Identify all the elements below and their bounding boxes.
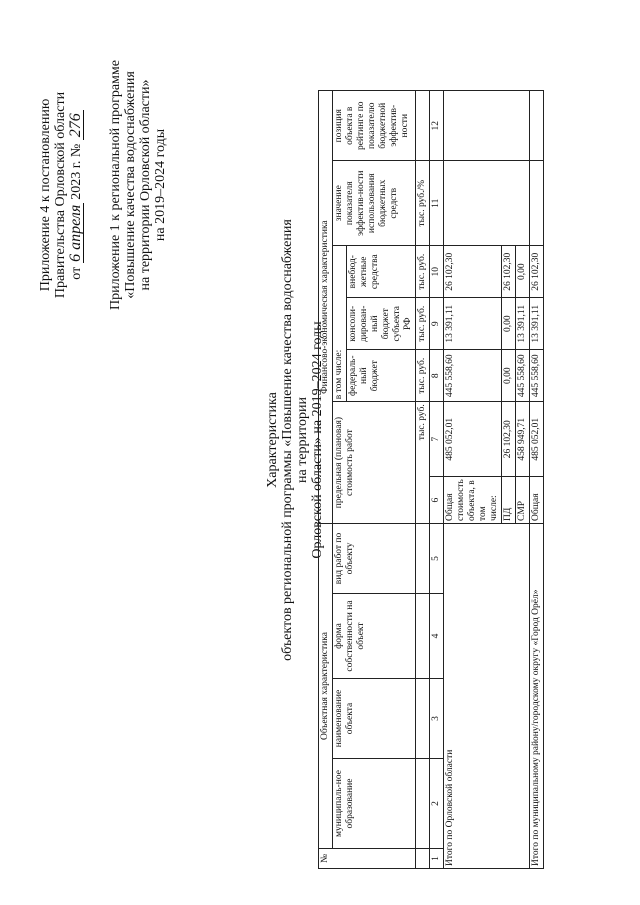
unit-consolidated: тыс. руб. — [416, 298, 430, 350]
objects-table — [318, 90, 544, 869]
header-line-1: Приложение 4 к постановлению — [38, 98, 53, 292]
unit-value: тыс. руб./% — [416, 161, 430, 246]
col-header-extrabudget: внебюд-жетные средства — [347, 246, 416, 298]
row-consolidated: 13 391,11 — [530, 298, 544, 350]
program-line-1: Приложение 1 к региональной программе — [108, 60, 123, 310]
row-federal: 445 558,60 — [444, 350, 502, 402]
row-federal: 0,00 — [502, 350, 516, 402]
col-num: 1 — [430, 849, 444, 869]
col-num: 3 — [430, 679, 444, 759]
row-consolidated: 0,00 — [502, 298, 516, 350]
table-row — [530, 91, 544, 869]
row-cost: 26 102,30 — [502, 402, 516, 477]
row-label: Общая стоимость объекта, в том числе: — [444, 477, 502, 524]
row-cost: 485 052,01 — [530, 402, 544, 477]
header-line-3 — [68, 45, 84, 345]
col-num: 7 — [430, 402, 444, 477]
col-header-rating-position: позиция объекта в рейтинге по показателю бюджетной эффектив-ности — [333, 91, 416, 161]
col-num: 5 — [430, 524, 444, 594]
unit-federal: тыс. руб. — [416, 350, 430, 402]
col-num: 9 — [430, 298, 444, 350]
row-extrabudget: 0,00 — [516, 246, 530, 298]
col-num: 4 — [430, 594, 444, 679]
col-header-object-name: наименование объекта — [333, 679, 416, 759]
col-header-including: в том числе: — [333, 246, 347, 402]
col-header-object-group: Объектная характеристика — [319, 524, 333, 849]
appendix-header — [38, 45, 84, 345]
program-line-3: на территории Орловской области» — [138, 79, 153, 291]
row-label: Общая — [530, 477, 544, 524]
program-appendix-header — [108, 25, 168, 345]
header-date-prefix: от — [69, 266, 84, 280]
col-header-federal: федераль-ный бюджет — [347, 350, 416, 402]
row-extrabudget: 26 102,30 — [444, 246, 502, 298]
row-label: ПД — [502, 477, 516, 524]
col-header-municipality: муниципаль-ное образование — [333, 759, 416, 849]
program-line-4: на 2019–2024 годы — [153, 128, 168, 242]
row-cost: 485 052,01 — [444, 402, 502, 477]
col-num: 8 — [430, 350, 444, 402]
unit-extrabudget: тыс. руб. — [416, 246, 430, 298]
row-label: СМР — [516, 477, 530, 524]
handwritten-date: 6 апреля — [67, 204, 84, 262]
total-city-label: Итого по муниципальному району/городскому округу «Город Орёл» — [530, 524, 544, 869]
row-federal: 445 558,60 — [516, 350, 530, 402]
row-cost: 458 949,71 — [516, 402, 530, 477]
header-date-middle: 2023 г. № — [69, 143, 84, 200]
col-num: 2 — [430, 759, 444, 849]
column-numbers-row — [430, 91, 444, 869]
title-line-3: Орловской области» на 2019–2024 годы — [310, 321, 325, 559]
header-line-2: Правительства Орловской области — [53, 91, 68, 299]
col-header-finance-group: Финансово-экономическая характеристика — [319, 91, 333, 524]
row-extrabudget: 26 102,30 — [502, 246, 516, 298]
col-num: 10 — [430, 246, 444, 298]
col-num: 6 — [430, 477, 444, 524]
unit-cost: тыс. руб. — [416, 402, 430, 524]
col-num: 12 — [430, 91, 444, 161]
col-header-efficiency-value: значение показателя эффектив-ности использования бюджетных средств — [333, 161, 416, 246]
col-num: 11 — [430, 161, 444, 246]
col-header-number: № — [319, 849, 416, 869]
table-row — [444, 91, 502, 869]
row-federal: 445 558,60 — [530, 350, 544, 402]
handwritten-number: 276 — [68, 110, 84, 140]
row-consolidated: 13 391,11 — [444, 298, 502, 350]
row-consolidated: 13 391,11 — [516, 298, 530, 350]
program-line-2: «Повышение качества водоснабжения — [123, 71, 138, 299]
col-header-consolidated: консоли-дирован-ный бюджет субъекта РФ — [347, 298, 416, 350]
title-line-2: объектов региональной программы «Повышение качества водоснабжения на территории — [280, 219, 310, 661]
col-header-cost: предельная (плановая) стоимость работ — [333, 402, 416, 524]
total-region-label: Итого по Орловской области — [444, 524, 530, 869]
document-title — [265, 215, 325, 665]
col-header-ownership: форма собственности на объект — [333, 594, 416, 679]
col-header-work-type: вид работ по объекту — [333, 524, 416, 594]
units-row — [416, 91, 430, 869]
row-extrabudget: 26 102,30 — [530, 246, 544, 298]
title-line-1: Характеристика — [265, 392, 280, 488]
